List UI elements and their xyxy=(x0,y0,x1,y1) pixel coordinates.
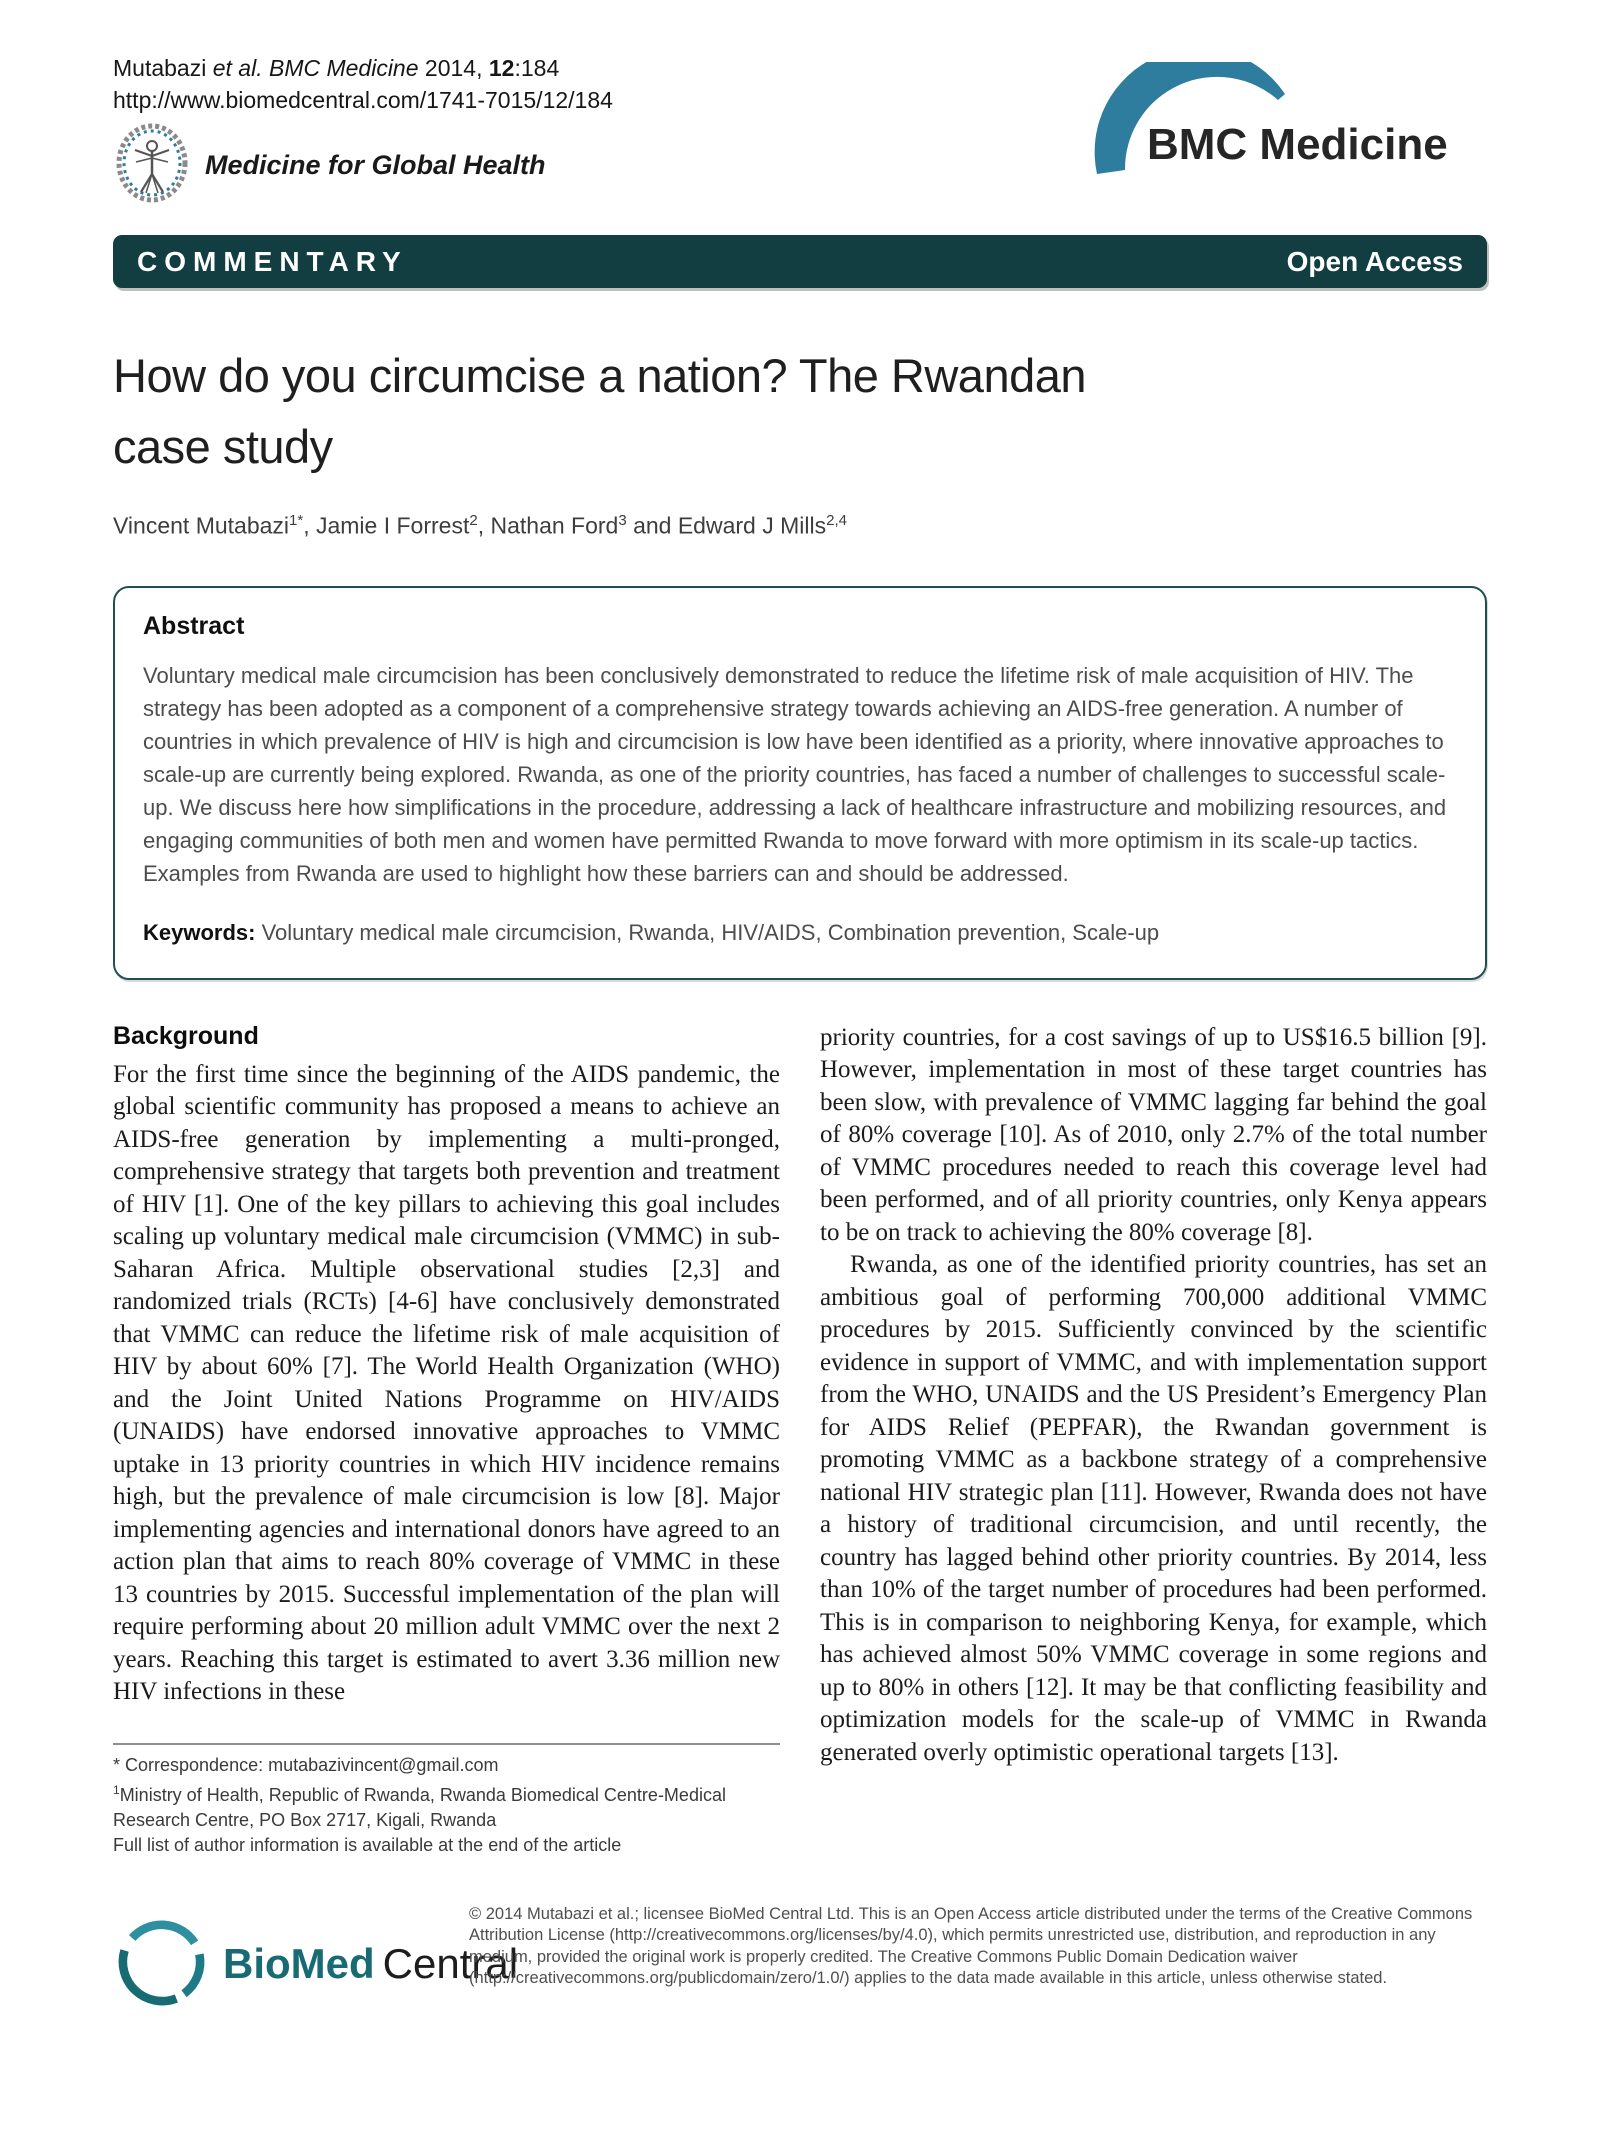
publisher-footer xyxy=(113,1904,1487,2015)
series-tagline: Medicine for Global Health xyxy=(205,150,546,180)
page-header xyxy=(113,52,1487,209)
header-url: http://www.biomedcentral.com/1741-7015/12/184 xyxy=(113,87,613,113)
author-superscript: 2,4 xyxy=(826,512,847,529)
keywords-text: Voluntary medical male circumcision, Rwanda, HIV/AIDS, Combination prevention, Scale-up xyxy=(255,919,1160,945)
author-name: , Nathan Ford xyxy=(477,512,619,539)
body-paragraph: priority countries, for a cost savings of up to US$16.5 billion [9]. However, implementation in most of these target countries has been slow, with prevalence of VMMC lagging far behind the goal of 80% coverage [10]. As of 2010, only 2.7% of the total number of VMMC procedures needed to reach this coverage level had been performed, and of all priority countries, only Kenya appears to be on track to achieving the 80% coverage [8]. xyxy=(820,1023,1487,1246)
abstract-body: Voluntary medical male circumcision has been conclusively demonstrated to reduce the lifetime risk of male acquisition of HIV. The strategy has been adopted as a component of a comprehensive strategy towards achieving an AIDS-free generation. A number of countries in which prevalence of HIV is high and circumcision is low have been identified as a priority, where innovative approaches to scale-up are currently being explored. Rwanda, as one of the priority countries, has faced a number of challenges to successful scale-up. We discuss here how simplifications in the procedure, addressing a lack of healthcare infrastructure and mobilizing resources, and engaging communities of both men and women have permitted Rwanda to move forward with more optimism in its scale-up tactics. Examples from Rwanda are used to highlight how these barriers can and should be addressed. xyxy=(143,662,1447,886)
author-line xyxy=(113,512,1487,540)
body-paragraph: For the first time since the beginning of the AIDS pandemic, the global scientific community has proposed a means to achieve an AIDS-free generation by implementing a multi-pronged, comprehensive strategy that targets both prevention and treatment of HIV [1]. One of the key pillars to achieving this goal includes scaling up voluntary medical male circumcision (VMMC) in sub-Saharan Africa. Multiple observational studies [2,3] and randomized trials (RCTs) [4-6] have conclusively demonstrated that VMMC can reduce the lifetime risk of male acquisition of HIV by about 60% [7]. The World Health Organization (WHO) and the Joint United Nations Programme on HIV/AIDS (UNAIDS) have endorsed innovative approaches to VMMC uptake in 13 priority countries in which HIV incidence remains high, but the prevalence of male circumcision is low [8]. Major implementing agencies and international donors have agreed to an action plan that aims to reach 80% coverage of VMMC in these 13 countries by 2015. Successful implementation of the plan will require performing about 20 million adult VMMC over the next 2 years. Reaching this target is estimated to avert 3.36 million new HIV infections in these xyxy=(113,1060,780,1706)
abstract-heading: Abstract xyxy=(143,611,245,640)
author-name: Vincent Mutabazi xyxy=(113,512,290,539)
header-left xyxy=(113,52,613,209)
affiliation-note xyxy=(113,1778,780,1833)
author-name: and Edward J Mills xyxy=(626,512,827,539)
vitruvian-man-icon xyxy=(113,122,191,209)
author-superscript: 2 xyxy=(469,512,478,529)
citation-block xyxy=(113,52,613,116)
citation-line: Mutabazi et al. BMC Medicine 2014, 12:184 xyxy=(113,55,560,81)
bmc-logo-text: BMC Medicine xyxy=(1147,120,1448,169)
series-logo-row xyxy=(113,122,613,209)
title-line-2: case study xyxy=(113,420,333,473)
column-left xyxy=(113,1022,780,1858)
bmc-medicine-logo xyxy=(1087,62,1487,187)
biomed-word: BioMed xyxy=(223,1940,375,1988)
affiliation-text: Ministry of Health, Republic of Rwanda, Rwanda Biomedical Centre-Medical Research Centre, PO Box 2717, Kigali, Rwanda xyxy=(113,1784,726,1830)
author-superscript: 1* xyxy=(289,512,304,529)
body-paragraph: Rwanda, as one of the identified priority countries, has set an ambitious goal of performing 700,000 additional VMMC procedures by 2015. Sufficiently convinced by the scientific evidence in support of VMMC, and with implementation support from the WHO, UNAIDS and the US President’s Emergency Plan for AIDS Relief (PEPFAR), the Rwandan government is promoting VMMC as a backbone strategy of a comprehensive national HIV strategic plan [11]. However, Rwanda does not have a history of traditional circumcision, and until recently, the country has lagged behind other priority countries. By 2014, less than 10% of the target number of procedures had been performed. This is in comparison to neighboring Kenya, for example, which has achieved almost 50% VMMC coverage in some regions and up to 80% in others [12]. It may be that conflicting feasibility and optimization models for the scale-up of VMMC in Rwanda generated overly optimistic operational targets [13]. xyxy=(820,1251,1487,1766)
column-right xyxy=(820,1022,1487,1858)
biomed-central-logo xyxy=(113,1904,519,2015)
article-type-banner xyxy=(113,235,1487,288)
correspondence-note: * Correspondence: mutabazivincent@gmail.com xyxy=(113,1754,499,1775)
author-info-note: Full list of author information is available at the end of the article xyxy=(113,1834,622,1855)
author-name: , Jamie I Forrest xyxy=(303,512,470,539)
article-title xyxy=(113,340,1487,482)
biomed-circle-icon xyxy=(113,1914,209,2015)
section-heading-background: Background xyxy=(113,1021,259,1050)
abstract-box xyxy=(113,586,1487,980)
keywords-label: Keywords: xyxy=(143,919,256,945)
footnote-block xyxy=(113,1743,780,1858)
body-columns xyxy=(113,1022,1487,1858)
copyright-text: © 2014 Mutabazi et al.; licensee BioMed Central Ltd. This is an Open Access article distributed under the terms of the Creative Commons Attribution License (http://creativecommons.org/licenses/by/4.0), which permits unrestricted use, distribution, and reproduction in any medium, provided the original work is properly credited. The Creative Commons Public Domain Dedication waiver (http://creativecommons.org/publicdomain/zero/1.0/) applies to the data made available in this article, unless otherwise stated. xyxy=(469,1904,1473,1988)
affiliation-superscript: 1 xyxy=(113,1782,120,1797)
author-superscript: 3 xyxy=(618,512,627,529)
open-access-label: Open Access xyxy=(1286,245,1463,277)
keywords-line xyxy=(143,917,1457,948)
title-line-1: How do you circumcise a nation? The Rwandan xyxy=(113,349,1087,402)
article-type-label: COMMENTARY xyxy=(137,245,408,277)
footnote-divider xyxy=(113,1743,780,1745)
central-word: Central xyxy=(382,1940,519,1988)
